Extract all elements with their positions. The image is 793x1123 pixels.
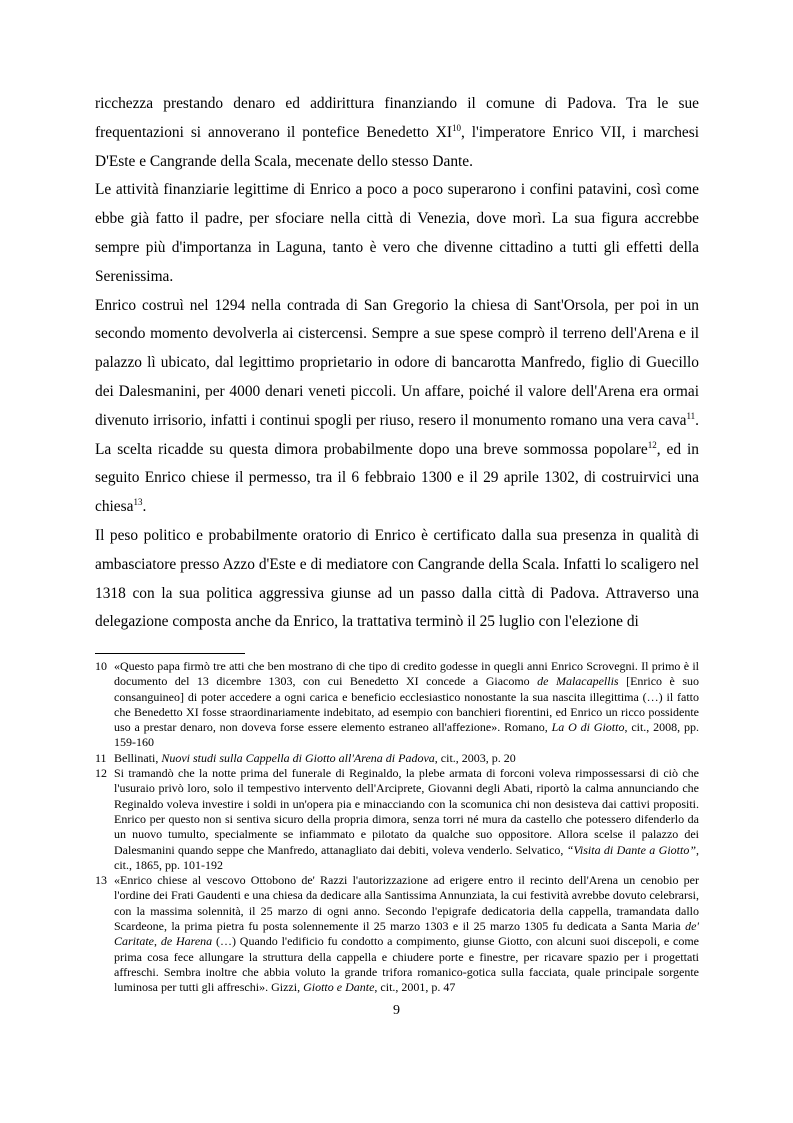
paragraph-2: Le attività finanziarie legittime di Enrico a poco a poco superarono i confini patavini, così come ebbe già fatto il padre, per sfociare nella città di Venezia, dove morì. La sua figura accrebbe sempre più d'importanza in Laguna, tanto è vero che divenne cittadino a tutti gli effetti della Serenissima.	[95, 181, 699, 285]
footnote-number: 11	[95, 750, 107, 765]
body-text	[95, 90, 699, 637]
footnote-ref-13[interactable]: 13	[133, 497, 143, 508]
footnote-13: 13 «Enrico chiese al vescovo Ottobono de' Razzi l'autorizzazione ad erigere entro il recinto dell'Arena un cenobio per l'ordine dei Frati Gaudenti e una chiesa da dedicare alla Santissima Annunziata, la cui festività avrebbe dovuto celebrarsi, con la massima solennità, il 25 marzo di ogni anno. Secondo l'epigrafe dedicatoria della cappella, tramandata dallo Scardeone, la prima pietra fu posta solennemente il 25 marzo 1303 e il 25 marzo 1305 fu dedicata a Santa Maria de' Caritate, de Harena (…) Quando l'edificio fu condotto a compimento, giunse Giotto, con alcuni suoi discepoli, e come prima cosa fece allungare la struttura della cappella e chiudere porte e finestre, per ricavare spazio per i progettati affreschi. Sembra inoltre che abbia voluto la grande trifora romanico-gotica sulla facciata, quale principale sorgente luminosa per tutti gli affreschi». Gizzi, Giotto e Dante, cit., 2001, p. 47	[95, 873, 699, 995]
footnote-number: 12	[95, 766, 107, 781]
page-number: 9	[393, 1003, 400, 1018]
footnotes	[95, 659, 699, 996]
footnote-ref-12[interactable]: 12	[647, 439, 657, 450]
footnote-ref-11[interactable]: 11	[686, 410, 696, 421]
paragraph-4: Il peso politico e probabilmente oratorio di Enrico è certificato dalla sua presenza in qualità di ambasciatore presso Azzo d'Este e di mediatore con Cangrande della Scala. Infatti lo scaligero nel 1318 con la sua politica aggressiva giunse ad un passo dalla città di Padova. Attraverso una delegazione composta anche da Enrico, la trattativa terminò il 25 luglio con l'elezione di	[95, 526, 699, 631]
footnote-12: 12 Si tramandò che la notte prima del funerale di Reginaldo, la plebe armata di forconi voleva rimpossessarsi di ciò che l'usuraio privò loro, solo il tempestivo intervento dell'Arciprete, Giovanni degli Abati, riportò la calma annunciando che Reginaldo voleva investire i soldi in un'opera pia e minacciando con la scomunica chi non desisteva dai cattivi propositi. Enrico per questo non si sentiva sicuro della propria dimora, senza torri né mura da castello che potessero difenderlo da un nuovo tumulto, specialmente se infiammato e pilotato da qualche suo oppositore. Allora scelse il palazzo dei Dalesmanini quando seppe che Manfredo, attanagliato dai debiti, voleva venderlo. Selvatico, “Visita di Dante a Giotto”, cit., 1865, pp. 101-192	[95, 766, 699, 872]
footnote-ref-10[interactable]: 10	[452, 122, 461, 133]
footnote-number: 13	[95, 873, 107, 888]
paragraph-1: ricchezza prestando denaro ed addirittura finanziando il comune di Padova. Tra le sue frequentazioni si annoverano il pontefice Benedetto XI$^{10}$, l'imperatore Enrico VII, i marchesi D'Este e Cangrande della Scala, mecenate dello stesso Dante.	[95, 95, 700, 170]
footnote-10: 10 «Questo papa firmò tre atti che ben mostrano di che tipo di credito godesse in quegli anni Enrico Scrovegni. Il primo è il documento del 13 dicembre 1303, con cui Benedetto XI concede a Giacomo de Malacapellis [Enrico è suo consanguineo] di poter accedere a ogni carica e beneficio ecclesiastico nonostante la sua nascita illegittima (…) il fatto che Benedetto XI fosse straordinariamente indebitato, ad esempio con banchieri fiorentini, ed Enrico un ricco possidente uso a prestar denaro, non doveva forse essere elemento estraneo all'affezione». Romano, La O di Giotto, cit., 2008, pp. 159-160	[95, 659, 699, 750]
footnote-11: 11 Bellinati, Nuovi studi sulla Cappella di Giotto all'Arena di Padova, cit., 2003, p. 20	[95, 750, 516, 765]
footnote-number: 10	[95, 659, 107, 673]
footnote-separator	[95, 653, 245, 654]
paragraph-3: Enrico costruì nel 1294 nella contrada di San Gregorio la chiesa di Sant'Orsola, per poi in un secondo momento devolverla ai cistercensi. Sempre a sue spese comprò il terreno dell'Arena e il palazzo lì ubicato, dal legittimo proprietario in odore di bancarotta Manfredo, figlio di Guecillo dei Dalesmanini, per 4000 denari veneti piccoli. Un affare, poiché il valore dell'Arena era ormai divenuto irrisorio, infatti i continui spogli per riuso, resero il monumento romano una vera cava$^{11}$. La scelta ricadde su questa dimora probabilmente dopo una breve sommossa popolare$^{12}$, ed in seguito Enrico chiese il permesso, tra il 6 febbraio 1300 e il 29 aprile 1302, di costruirvici una chiesa$^{13}$.	[95, 296, 699, 516]
